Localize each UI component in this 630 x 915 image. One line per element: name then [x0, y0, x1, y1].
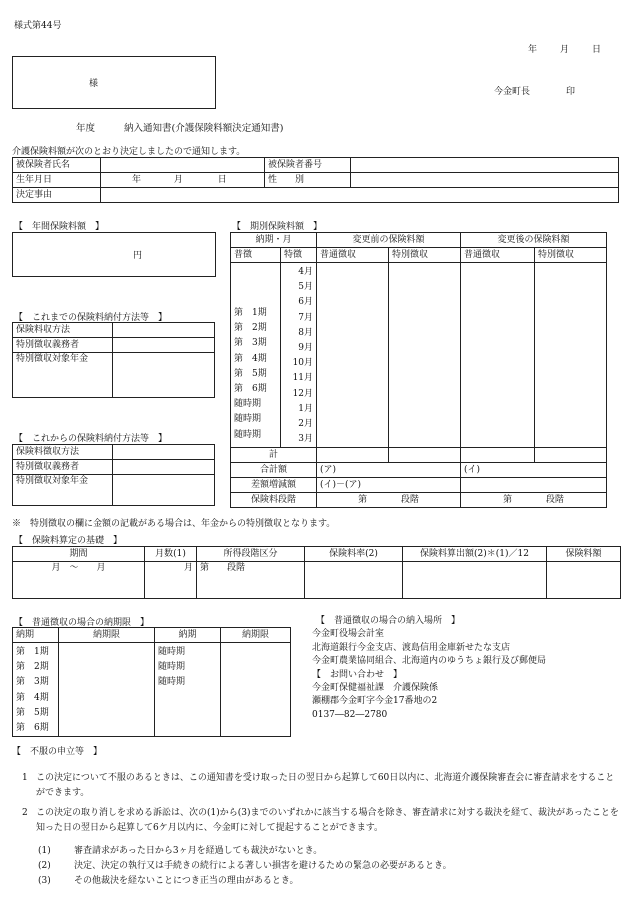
period-term: 第 4期 [234, 353, 267, 364]
pay-place-line: 今金町農業協同組合、北海道内のゆうちょ銀行及び郵便局 [312, 656, 547, 667]
period-month: 11月 [292, 373, 314, 384]
due-term: 随時期 [158, 677, 186, 688]
period-head-term: 納期・月 [231, 233, 317, 248]
period-term: 随時期 [234, 429, 262, 440]
addressee-box [12, 56, 216, 109]
pay-place-heading: 【 普通徴収の場合の納入場所 】 [316, 616, 461, 626]
annual-unit: 円 [133, 251, 143, 261]
reason-label: 決定事由 [13, 188, 101, 203]
period-month: 8月 [298, 327, 314, 338]
basis-heading: 【 保険料算定の基礎 】 [14, 536, 123, 546]
birth-month: 月 [173, 174, 183, 185]
period-sub-after-special: 特別徴収 [535, 248, 607, 263]
addressee-suffix: 様 [89, 79, 99, 89]
birth-value [101, 173, 265, 188]
future-method-row-label: 特別徴収対象年金 [13, 475, 113, 506]
period-rank-label: 保険料段階 [231, 493, 317, 508]
due-term: 第 4期 [16, 692, 49, 703]
past-method-row-label: 特別徴収対象年金 [13, 353, 113, 398]
past-method-heading: 【 これまでの保険料納付方法等 】 [14, 313, 168, 323]
due-head-term: 納期 [155, 628, 221, 643]
period-month: 10月 [292, 358, 314, 369]
past-method-row-label: 保険料収方法 [13, 323, 113, 338]
future-method-heading: 【 これからの保険料納付方法等 】 [14, 434, 168, 444]
due-term: 第 6期 [16, 723, 49, 734]
title-year: 年度 [76, 123, 96, 134]
period-sum-before: (ア) [317, 463, 461, 478]
period-term: 随時期 [234, 414, 262, 425]
future-method-row-label: 保険料徴収方法 [13, 445, 113, 460]
period-total-label: 計 [231, 448, 317, 463]
pay-place-line: 北海道銀行今金支店、渡島信用金庫新せたな支店 [312, 642, 511, 653]
rank-suffix: 段階 [545, 494, 564, 505]
insured-table [12, 157, 619, 203]
contact-phone: 0137―82―2780 [312, 709, 388, 720]
due-heading: 【 普通徴収の場合の納期限 】 [14, 618, 150, 628]
annual-heading: 【 年間保険料額 】 [14, 222, 105, 232]
contact-line: 今金町保健福祉課 介護保険係 [312, 683, 439, 694]
basis-period-value: 月 〜 月 [13, 562, 145, 599]
paragraph-number: 2 [22, 808, 28, 818]
form-number: 様式第44号 [14, 21, 62, 31]
period-term: 第 6期 [234, 384, 267, 395]
due-term: 第 3期 [16, 677, 49, 688]
contact-line: 瀬棚郡今金町字今金17番地の2 [312, 696, 438, 707]
due-head-date: 納期限 [59, 628, 155, 643]
due-term: 第 2期 [16, 662, 49, 673]
period-month-column [281, 263, 317, 448]
period-sub-special-short: 特徴 [281, 248, 317, 263]
period-month: 12月 [292, 388, 314, 399]
insured-name-value [101, 158, 265, 173]
date-month: 月 [560, 45, 570, 55]
basis-table [12, 546, 621, 599]
insured-number-value [351, 158, 619, 173]
future-method-row-label: 特別徴収義務者 [13, 460, 113, 475]
period-sum-label: 合計額 [231, 463, 317, 478]
pay-place-line: 今金町役場会計室 [312, 629, 385, 640]
contact-heading: 【 お問い合わせ 】 [312, 669, 403, 680]
appeal-paragraph-2 [22, 806, 620, 838]
period-term: 第 3期 [234, 338, 267, 349]
period-rank-after [461, 493, 607, 508]
due-head-term: 納期 [13, 628, 59, 643]
exception-item: (1) 審査請求があった日から3ヶ月を経過しても裁決がないとき。 [38, 846, 323, 856]
period-month: 6月 [298, 297, 314, 308]
period-month: 3月 [298, 434, 314, 445]
past-method-row-label: 特別徴収義務者 [13, 338, 113, 353]
exception-item: (2) 決定、決定の執行又は手続きの続行による著しい損害を避けるための緊急の必要があるとき。 [38, 861, 452, 871]
pay-place-block [312, 615, 546, 722]
due-term: 随時期 [158, 662, 186, 673]
period-sub-before-special: 特別徴収 [389, 248, 461, 263]
rank-suffix: 段階 [400, 494, 419, 505]
appeal-exceptions [38, 844, 452, 889]
period-term: 第 1期 [234, 308, 267, 318]
reason-value [101, 188, 619, 203]
rank-prefix: 第 [503, 494, 513, 505]
birth-day: 日 [217, 174, 227, 185]
period-month: 7月 [298, 312, 314, 323]
insured-number-label: 被保険者番号 [265, 158, 351, 173]
special-collection-note: ※ 特別徴収の欄に金額の記載がある場合は、年金からの特別徴収となります。 [12, 519, 336, 529]
period-sub-after-normal: 普通徴収 [461, 248, 535, 263]
birth-year: 年 [132, 174, 142, 185]
basis-header: 所得段階区分 [197, 547, 305, 562]
period-head-before: 変更前の保険料額 [317, 233, 461, 248]
period-sub-normal-short: 普徴 [231, 248, 281, 263]
paragraph-text: この決定について不服のあるときは、この通知書を受け取った日の翌日から起算して60日以内に、北海道介護保険審査会に審査請求をすることができます。 [36, 773, 615, 798]
date-year: 年 [528, 45, 538, 55]
due-term: 第 5期 [16, 707, 49, 718]
period-sub-before-normal: 普通徴収 [317, 248, 389, 263]
exception-item: (3) その他裁決を経ないことにつき正当の理由があるとき。 [38, 876, 299, 886]
basis-header: 月数(1) [145, 547, 197, 562]
sex-label: 性 別 [265, 173, 351, 188]
sex-value [351, 173, 619, 188]
period-diff-value: (イ)－(ア) [317, 478, 461, 493]
period-sum-after: (イ) [461, 463, 607, 478]
issuer-name: 今金町長 [494, 87, 531, 97]
annual-box [12, 232, 216, 277]
due-term: 第 1期 [16, 647, 49, 657]
period-heading: 【 期別保険料額 】 [232, 222, 323, 232]
basis-months-value: 月 [145, 562, 197, 599]
period-month: 2月 [298, 419, 314, 430]
intro-text: 介護保険料額が次のとおり決定しましたので通知します。 [12, 147, 246, 157]
basis-header: 保険料算出額(2)＊(1)／12 [403, 547, 547, 562]
issuer-seal: 印 [566, 87, 576, 97]
period-table [230, 232, 607, 508]
due-left-terms [13, 643, 59, 737]
future-method-table [12, 444, 215, 506]
period-month: 5月 [298, 282, 314, 293]
due-head-date: 納期限 [221, 628, 291, 643]
period-term-column [231, 263, 281, 448]
basis-rank-value: 第 段階 [197, 562, 305, 599]
birth-label: 生年月日 [13, 173, 101, 188]
period-term: 随時期 [234, 399, 262, 410]
period-term: 第 5期 [234, 368, 267, 379]
appeal-paragraph-1 [22, 771, 620, 803]
rank-prefix: 第 [358, 494, 368, 505]
due-term: 随時期 [158, 647, 186, 657]
period-month: 9月 [298, 343, 314, 354]
paragraph-number: 1 [22, 773, 28, 783]
period-term: 第 2期 [234, 323, 267, 334]
period-month: 4月 [298, 267, 314, 277]
appeal-heading: 【 不服の申立等 】 [12, 747, 103, 757]
basis-header: 期間 [13, 547, 145, 562]
past-method-table [12, 322, 215, 398]
due-right-terms [155, 643, 221, 737]
period-head-after: 変更後の保険料額 [461, 233, 607, 248]
basis-header: 保険料額 [547, 547, 621, 562]
basis-header: 保険料率(2) [305, 547, 403, 562]
insured-name-label: 被保険者氏名 [13, 158, 101, 173]
period-diff-label: 差額増減額 [231, 478, 317, 493]
date-day: 日 [592, 45, 602, 55]
paragraph-text: この決定の取り消しを求める訴訟は、次の(1)から(3)までのいずれかに該当する場合を除き、審査請求に対する裁決を経て、裁決があったことを知った日の翌日から起算して6ケ月以内に、今金町に対して提起することができます。 [36, 808, 619, 833]
period-month: 1月 [298, 403, 314, 414]
page-title: 納入通知書(介護保険料額決定通知書) [124, 123, 284, 134]
period-rank-before [317, 493, 461, 508]
due-table [12, 627, 291, 737]
